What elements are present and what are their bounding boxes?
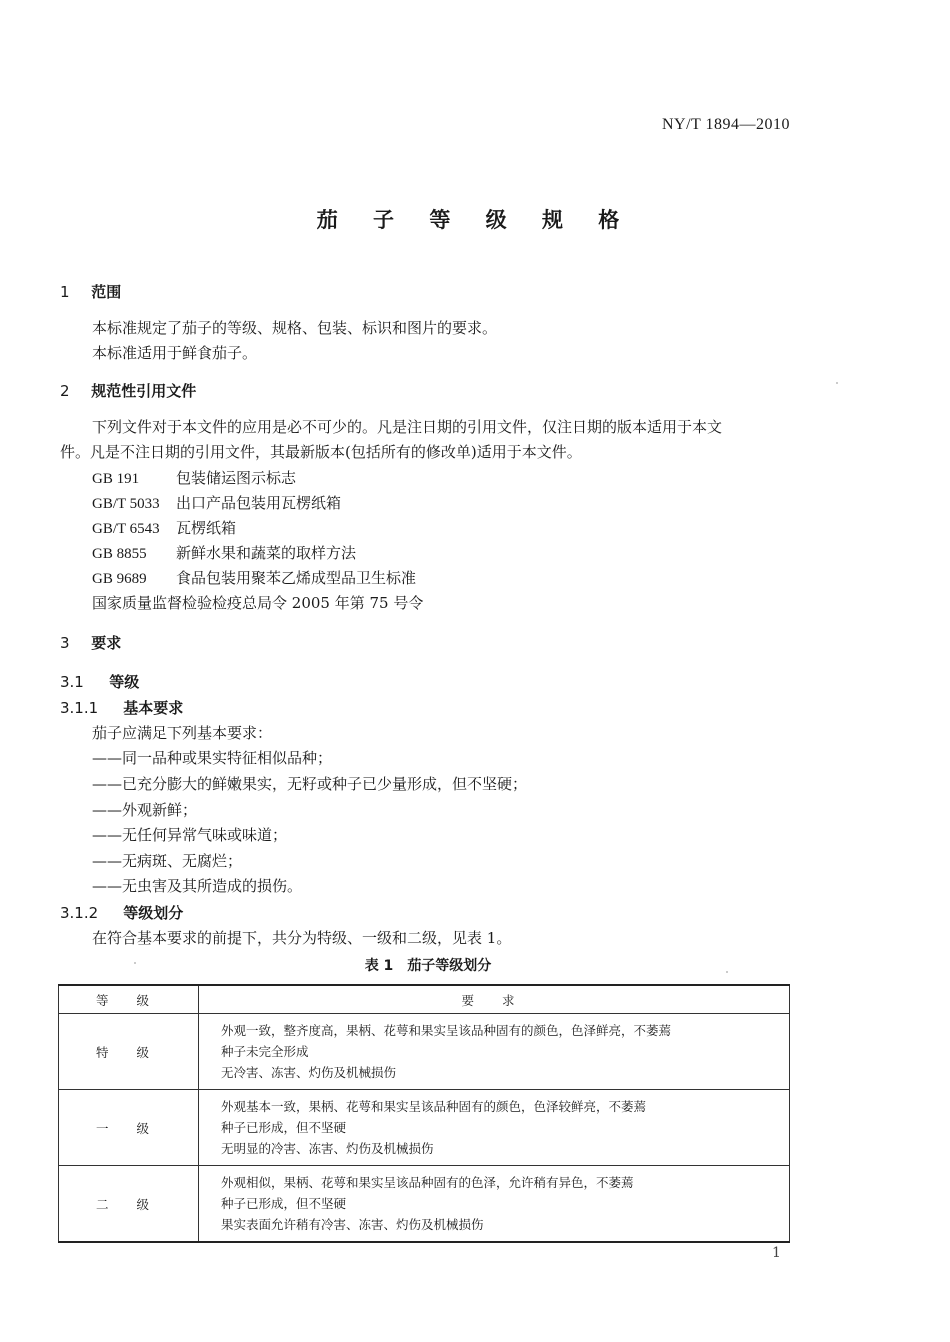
scan-speck	[836, 382, 838, 384]
section-3-1-heading	[60, 671, 139, 692]
reference-name: 瓦楞纸箱	[176, 519, 237, 537]
references-intro-line-1: 下列文件对于本文件的应用是必不可少的。凡是注日期的引用文件，仅注日期的版本适用于本文	[92, 418, 723, 436]
document-title: 茄 子 等 级 规 格	[316, 208, 634, 232]
grade-cell: 一 级	[59, 1090, 199, 1166]
table-row	[59, 1166, 790, 1243]
section-number: 3	[60, 634, 70, 652]
requirement-line: 无冷害、冻害、灼伤及机械损伤	[221, 1065, 397, 1080]
section-title: 等级划分	[123, 904, 184, 922]
section-2-heading	[60, 380, 196, 401]
table-title: 茄子等级划分	[407, 958, 492, 974]
table-caption	[0, 955, 870, 975]
section-number: 1	[60, 283, 70, 301]
section-title: 规范性引用文件	[91, 382, 197, 400]
requirements-cell	[199, 1014, 790, 1090]
references-intro-line-2: 件。凡是不注日期的引用文件，其最新版本(包括所有的修改单)适用于本文件。	[60, 443, 582, 461]
requirement-line: 外观相似，果柄、花萼和果实呈该品种固有的色泽，允许稍有异色，不萎蔫	[221, 1175, 634, 1190]
reference-code: GB/T 6543	[92, 521, 160, 537]
section-3-heading	[60, 632, 121, 653]
scope-paragraph-2: 本标准适用于鲜食茄子。	[92, 344, 258, 362]
standard-number: NY/T 1894—2010	[661, 116, 790, 133]
scan-speck	[134, 962, 136, 964]
column-header-grade: 等 级	[59, 985, 199, 1014]
requirements-cell	[199, 1166, 790, 1243]
requirement-line: 外观基本一致，果柄、花萼和果实呈该品种固有的颜色，色泽较鲜亮，不萎蔫	[221, 1099, 647, 1114]
reference-name: 出口产品包装用瓦楞纸箱	[176, 494, 342, 512]
section-3-1-2-heading	[60, 902, 183, 923]
requirement-item: ——无虫害及其所造成的损伤。	[92, 877, 303, 895]
requirement-item: ——已充分膨大的鲜嫩果实，无籽或种子已少量形成，但不坚硬；	[92, 775, 528, 793]
requirement-line: 种子已形成，但不坚硬	[221, 1196, 347, 1211]
scope-paragraph-1: 本标准规定了茄子的等级、规格、包装、标识和图片的要求。	[92, 319, 498, 337]
reference-item	[92, 567, 416, 588]
reference-code: GB/T 5033	[92, 496, 160, 512]
grade-table	[58, 984, 790, 1243]
section-number: 3.1.2	[60, 904, 99, 922]
reference-decree: 国家质量监督检验检疫总局令 2005 年第 75 号令	[92, 594, 424, 612]
requirement-line: 无明显的冷害、冻害、灼伤及机械损伤	[221, 1141, 434, 1156]
reference-item	[92, 492, 341, 513]
page-number: 1	[772, 1245, 781, 1261]
section-3-1-1-heading	[60, 697, 183, 718]
grade-cell: 特 级	[59, 1014, 199, 1090]
reference-name: 新鲜水果和蔬菜的取样方法	[176, 544, 357, 562]
reference-code: GB 9689	[92, 571, 147, 587]
requirement-item: ——同一品种或果实特征相似品种；	[92, 749, 333, 767]
section-title: 范围	[91, 283, 122, 301]
reference-item	[92, 542, 356, 563]
requirements-cell	[199, 1090, 790, 1166]
reference-item	[92, 467, 296, 488]
table-header-row	[59, 985, 790, 1014]
table-row	[59, 1090, 790, 1166]
table-number: 表 1	[364, 958, 394, 974]
section-number: 3.1	[60, 673, 84, 691]
section-number: 2	[60, 382, 70, 400]
grade-cell: 二 级	[59, 1166, 199, 1243]
requirement-line: 种子未完全形成	[221, 1044, 309, 1059]
grading-paragraph: 在符合基本要求的前提下，共分为特级、一级和二级，见表 1。	[92, 929, 512, 947]
basic-requirements-lead: 茄子应满足下列基本要求：	[92, 724, 273, 742]
section-number: 3.1.1	[60, 699, 99, 717]
scan-speck	[726, 971, 728, 973]
reference-name: 食品包装用聚苯乙烯成型品卫生标准	[176, 569, 417, 587]
requirement-line: 外观一致，整齐度高，果柄、花萼和果实呈该品种固有的颜色，色泽鲜亮，不萎蔫	[221, 1023, 672, 1038]
reference-name: 包装储运图示标志	[176, 469, 297, 487]
section-1-heading	[60, 281, 121, 302]
section-title: 等级	[109, 673, 140, 691]
requirement-line: 种子已形成，但不坚硬	[221, 1120, 347, 1135]
section-title: 基本要求	[123, 699, 184, 717]
reference-code: GB 191	[92, 471, 140, 487]
requirement-item: ——无病斑、无腐烂；	[92, 852, 243, 870]
section-title: 要求	[91, 634, 122, 652]
requirement-item: ——外观新鲜；	[92, 801, 198, 819]
table-row	[59, 1014, 790, 1090]
reference-code: GB 8855	[92, 546, 147, 562]
requirement-line: 果实表面允许稍有冷害、冻害、灼伤及机械损伤	[221, 1217, 484, 1232]
reference-item	[92, 517, 236, 538]
column-header-requirements: 要 求	[199, 985, 790, 1014]
requirement-item: ——无任何异常气味或味道；	[92, 826, 288, 844]
